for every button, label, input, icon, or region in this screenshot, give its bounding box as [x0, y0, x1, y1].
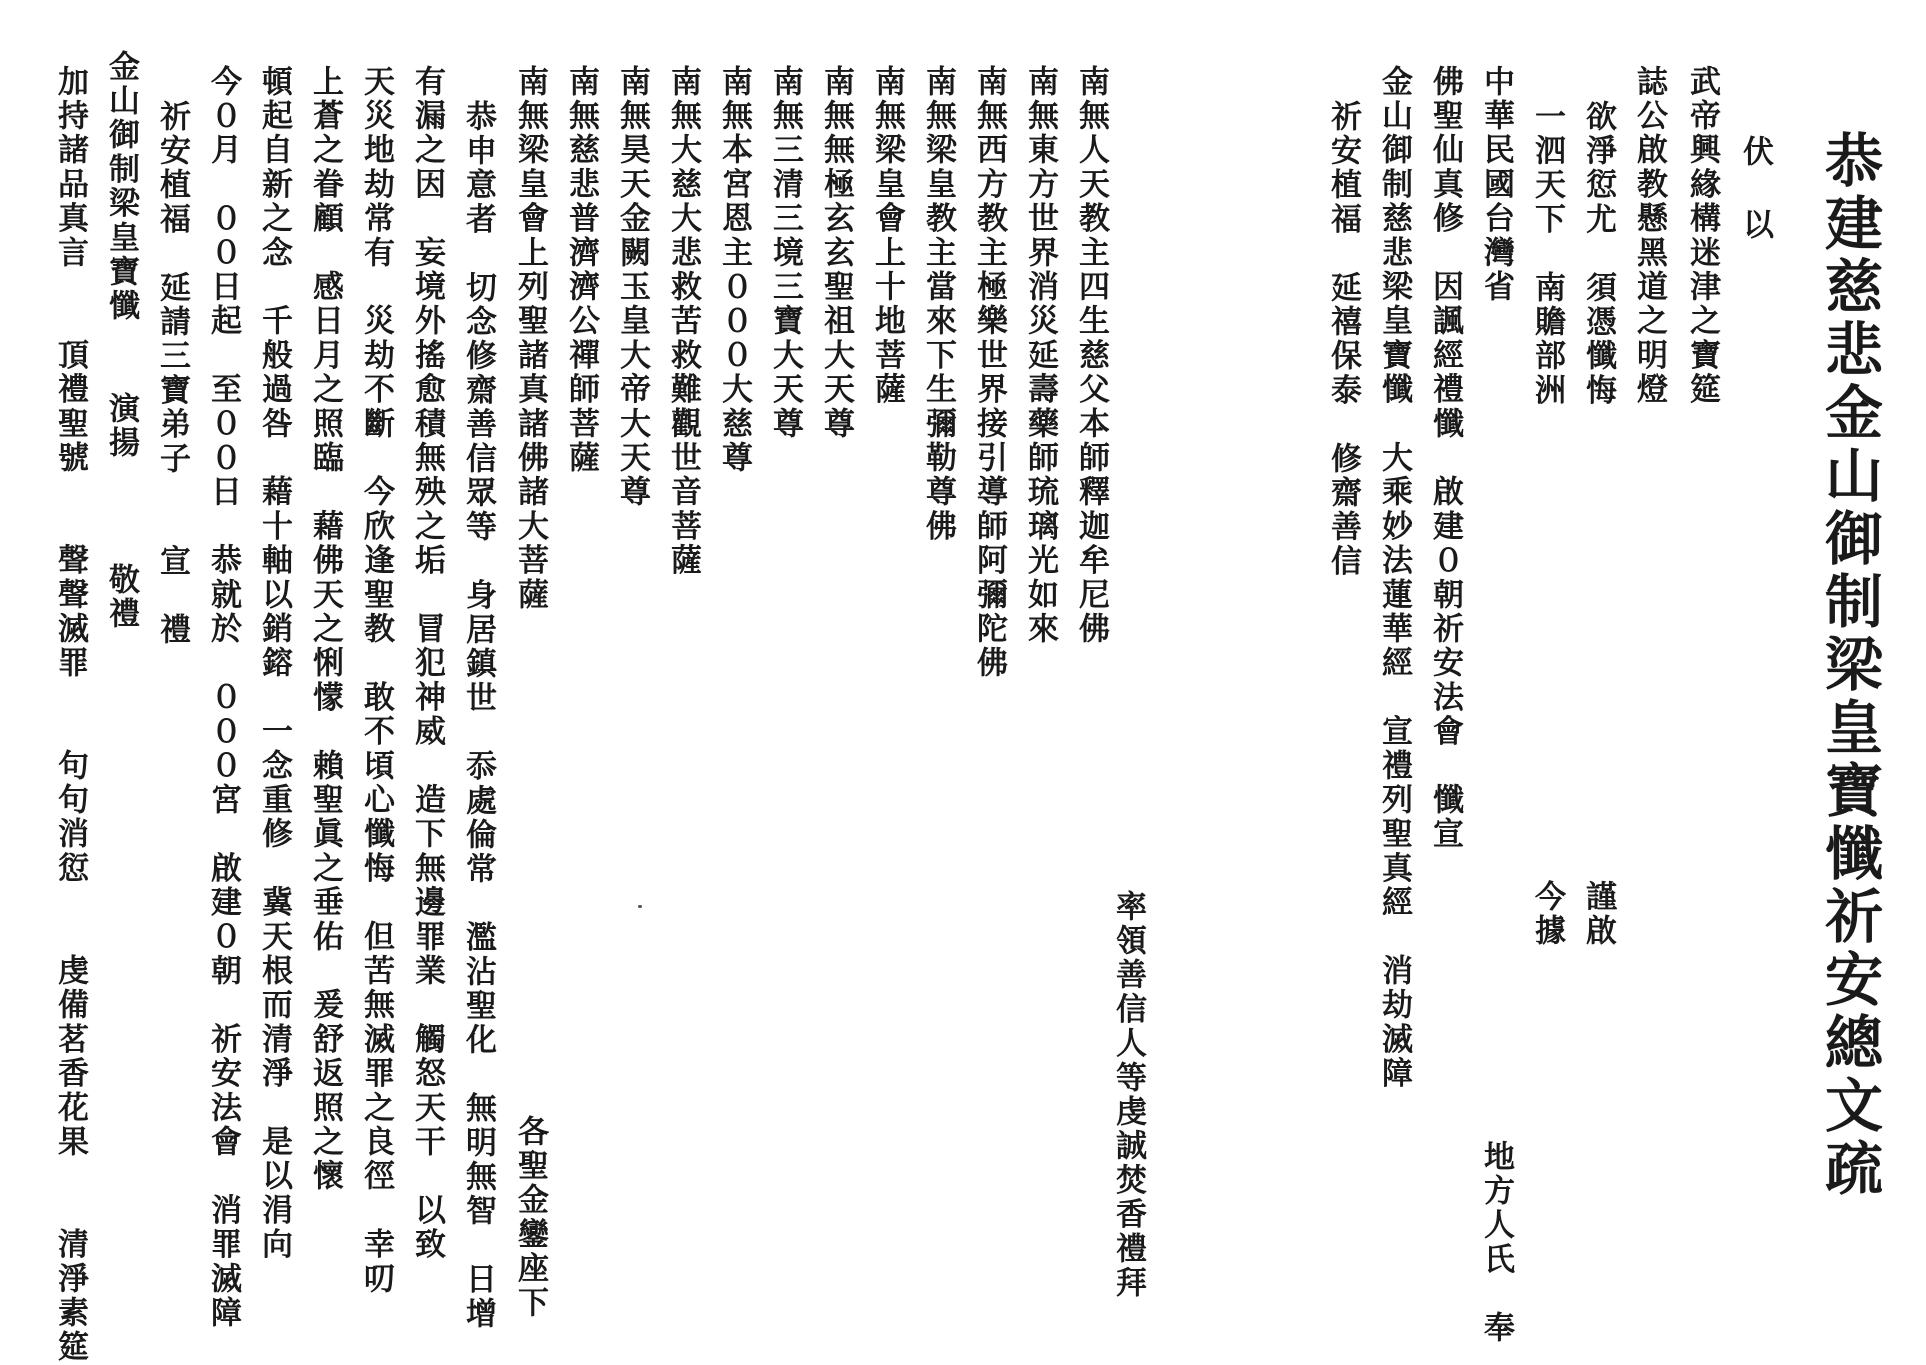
invocation-6: 南無無極玄玄聖祖大天尊	[818, 65, 854, 442]
preface-line-4: 一泗天下 南贍部洲	[1529, 100, 1565, 408]
invocation-10: 南無昊天金闕玉皇大帝大天尊	[614, 65, 650, 510]
petition-line-5: 頓起自新之念 千般過咎 藉十軸以銷鎔 一念重修 冀天根而清淨 是以涓向	[256, 65, 292, 1262]
invocation-2: 南無東方世界消災延壽藥師琉璃光如來	[1022, 65, 1058, 647]
invocation-9: 南無大慈大悲救苦救難觀世音菩薩	[665, 65, 701, 578]
petition-line-7: 祈安植福 延請三寶弟子 宣 禮	[154, 100, 190, 648]
preface-line-1: 武帝興緣構迷津之寶筵	[1684, 65, 1720, 407]
petition-line-2: 有漏之因 妄境外搖愈積無殃之垢 冒犯神威 造下無邊罪業 觸怒天干 以致	[409, 65, 445, 1262]
invocation-12: 南無梁皇會上列聖諸真諸佛諸大菩薩	[512, 65, 548, 613]
invocation-11: 南無慈悲普濟濟公禪師菩薩	[563, 65, 599, 476]
petition-line-8: 金山御制梁皇寶懺 演揚 敬禮	[103, 50, 139, 632]
leader-line: 率領善信人等虔誠焚香禮拜	[1110, 890, 1146, 1301]
invocation-3: 南無西方教主極樂世界接引導師阿彌陀佛	[971, 65, 1007, 681]
petition-line-3: 天災地劫常有 災劫不斷 今欣逢聖教 敢不頃心懺悔 但苦無滅罪之良徑 幸叨	[358, 65, 394, 1297]
preface-line-4-tail: 今據	[1529, 880, 1565, 949]
ink-speck	[638, 905, 642, 908]
preface-line-3-tail: 謹啟	[1580, 880, 1616, 949]
preface-line-7: 金山御制慈悲梁皇寶懺 大乘妙法蓮華經 宣禮列聖真經 消劫滅障	[1376, 65, 1412, 1091]
preface-line-5-tail: 地方人氏 奉	[1478, 1140, 1514, 1346]
petition-seat: 各聖金鑾座下	[512, 1115, 548, 1321]
petition-line-6: 今０月 ００日起 至００日 恭就於 ０００宮 啟建０朝 祈安法會 消罪滅障	[205, 65, 241, 1331]
invocation-1: 南無人天教主四生慈父本師釋迦牟尼佛	[1073, 65, 1109, 647]
preface-line-2: 誌公啟教懸黑道之明燈	[1631, 65, 1667, 407]
preface-line-8: 祈安植福 延禧保泰 修齋善信	[1325, 100, 1361, 579]
invocation-7: 南無三清三境三寶大天尊	[767, 65, 803, 442]
preface-line-5: 中華民國台灣省	[1478, 65, 1514, 305]
invocation-8: 南無本宮恩主０００大慈尊	[716, 65, 752, 476]
invocation-4: 南無梁皇教主當來下生彌勒尊佛	[920, 65, 956, 544]
preface-fu-yi: 伏 以	[1737, 135, 1773, 243]
petition-line-1: 恭申意者 切念修齋善信眾等 身居鎮世 忝處倫常 濫沾聖化 無明無智 日增	[460, 100, 496, 1332]
document-title: 恭建慈悲金山御制梁皇寶懺祈安總文疏	[1815, 130, 1883, 1201]
preface-line-3: 欲淨愆尤 須憑懺悔	[1580, 100, 1616, 408]
petition-line-9: 加持諸品真言 頂禮聖號 聲聲滅罪 句句消愆 虔備茗香花果 清淨素筵	[52, 65, 88, 1365]
petition-line-4: 上蒼之眷顧 感日月之照臨 藉佛天之悧懞 賴聖眞之垂佑 爰舒返照之懷	[307, 65, 343, 1194]
preface-line-6: 佛聖仙真修 因諷經禮懺 啟建０朝祈安法會 懺宣	[1427, 65, 1463, 852]
invocation-5: 南無梁皇會上十地菩薩	[869, 65, 905, 407]
